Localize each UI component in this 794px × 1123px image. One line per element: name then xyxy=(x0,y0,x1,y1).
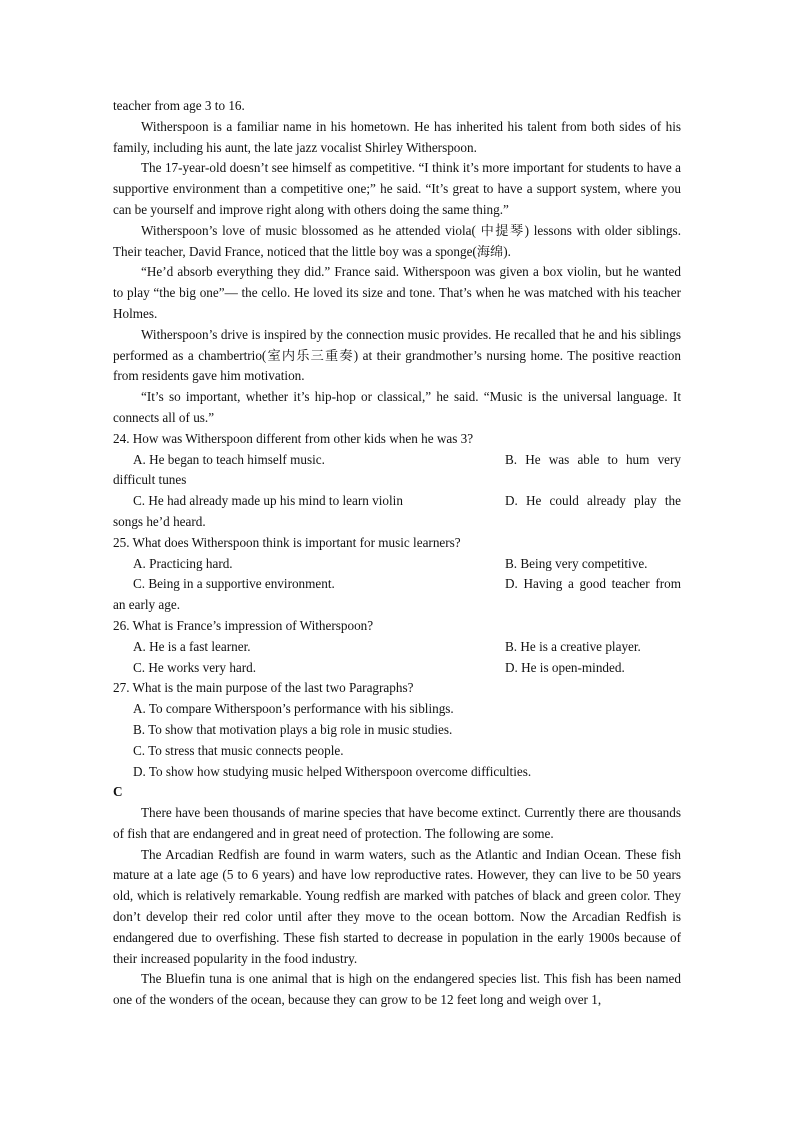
question-27-stem: 27. What is the main purpose of the last two Paragraphs? xyxy=(113,680,414,696)
question-25-stem: 25. What does Witherspoon think is important for music learners? xyxy=(113,534,461,550)
question-26-options-row-2 xyxy=(113,658,681,679)
question-27-option-d: D. To show how studying music helped Witherspoon overcome difficulties. xyxy=(133,763,532,779)
question-24-option-d: D. He could already play the xyxy=(505,493,681,509)
passage-b-paragraph-1: Witherspoon is a familiar name in his hometown. He has inherited his talent from both sides of his family, including his aunt, the late jazz vocalist Shirley Witherspoon. xyxy=(113,118,681,155)
question-25-option-a: A. Practicing hard. xyxy=(133,555,233,571)
question-26-option-d: D. He is open-minded. xyxy=(505,659,625,675)
question-25-option-b: B. Being very competitive. xyxy=(505,555,648,571)
passage-b-paragraph-5: Witherspoon’s drive is inspired by the connection music provides. He recalled that he and his siblings performed as a chambertrio(室内乐三重奏) at their grandmother’s nursing home. The positive reaction from residents gave him motivation. xyxy=(113,326,681,384)
question-25-options-row-1 xyxy=(113,554,681,575)
question-27-option-c: C. To stress that music connects people. xyxy=(133,742,344,758)
passage-b-paragraph-4: “He’d absorb everything they did.” France said. Witherspoon was given a box violin, but he wanted to play “the big one”— the cello. He loved its size and tone. That’s when he was matched with his teacher Holmes. xyxy=(113,264,681,321)
question-26-stem: 26. What is France’s impression of Witherspoon? xyxy=(113,617,374,633)
document-page xyxy=(113,96,681,1011)
section-c-heading: C xyxy=(113,784,123,800)
question-24-option-b-continued: difficult tunes xyxy=(113,472,187,488)
section-c-paragraph-3: The Bluefin tuna is one animal that is high on the endangered species list. This fish has been named one of the wonders of the ocean, because they can grow to be 12 feet long and weigh over 1, xyxy=(113,971,681,1008)
question-27-option-a: A. To compare Witherspoon’s performance with his siblings. xyxy=(133,701,454,717)
question-25-option-c: C. Being in a supportive environment. xyxy=(133,576,335,592)
question-24-option-b: B. He was able to hum very xyxy=(505,451,681,467)
question-26-option-b: B. He is a creative player. xyxy=(505,638,641,654)
section-c-paragraph-2: The Arcadian Redfish are found in warm waters, such as the Atlantic and Indian Ocean. These fish mature at a late age (5 to 6 years) and have low reproductive rates. However, they can live to be 50 years old, which is relatively remarkable. Young redfish are marked with patches of black and green color. They don’t develop their red color until after they move to the ocean bottom. Now the Arcadian Redfish is endangered due to overfishing. These fish started to decrease in population in the early 1900s because of their increased popularity in the food industry. xyxy=(113,846,681,966)
question-24-option-c: C. He had already made up his mind to learn violin xyxy=(133,493,403,509)
question-25-options-row-2 xyxy=(113,574,681,595)
question-27-option-b: B. To show that motivation plays a big role in music studies. xyxy=(133,721,453,737)
question-26-option-c: C. He works very hard. xyxy=(133,659,257,675)
question-26-option-a: A. He is a fast learner. xyxy=(133,638,251,654)
question-24-stem: 24. How was Witherspoon different from other kids when he was 3? xyxy=(113,430,474,446)
passage-b-paragraph-2: The 17-year-old doesn’t see himself as competitive. “I think it’s more important for students to have a supportive environment than a competitive one;” he said. “It’s great to have a support system, where you can be yourself and improve right along with others doing the same thing.” xyxy=(113,160,681,217)
section-c-paragraph-1: There have been thousands of marine species that have become extinct. Currently there are thousands of fish that are endangered and in great need of protection. The following are some. xyxy=(113,805,681,841)
question-26-options-row-1 xyxy=(113,637,681,658)
passage-b-fragment: teacher from age 3 to 16. xyxy=(113,98,245,113)
passage-b-paragraph-6: “It’s so important, whether it’s hip-hop or classical,” he said. “Music is the universal language. It connects all of us.” xyxy=(113,389,681,425)
passage-b-paragraph-3: Witherspoon’s love of music blossomed as he attended viola( 中提琴) lessons with older siblings. Their teacher, David France, noticed that the little boy was a sponge(海绵). xyxy=(113,222,681,259)
question-24-options-row-2 xyxy=(113,491,681,512)
question-25-option-d-continued: an early age. xyxy=(113,597,180,613)
question-24-options-row-1 xyxy=(113,450,681,471)
question-24-option-a: A. He began to teach himself music. xyxy=(133,451,325,467)
question-24-option-d-continued: songs he’d heard. xyxy=(113,513,206,529)
question-25-option-d: D. Having a good teacher from xyxy=(505,576,681,592)
